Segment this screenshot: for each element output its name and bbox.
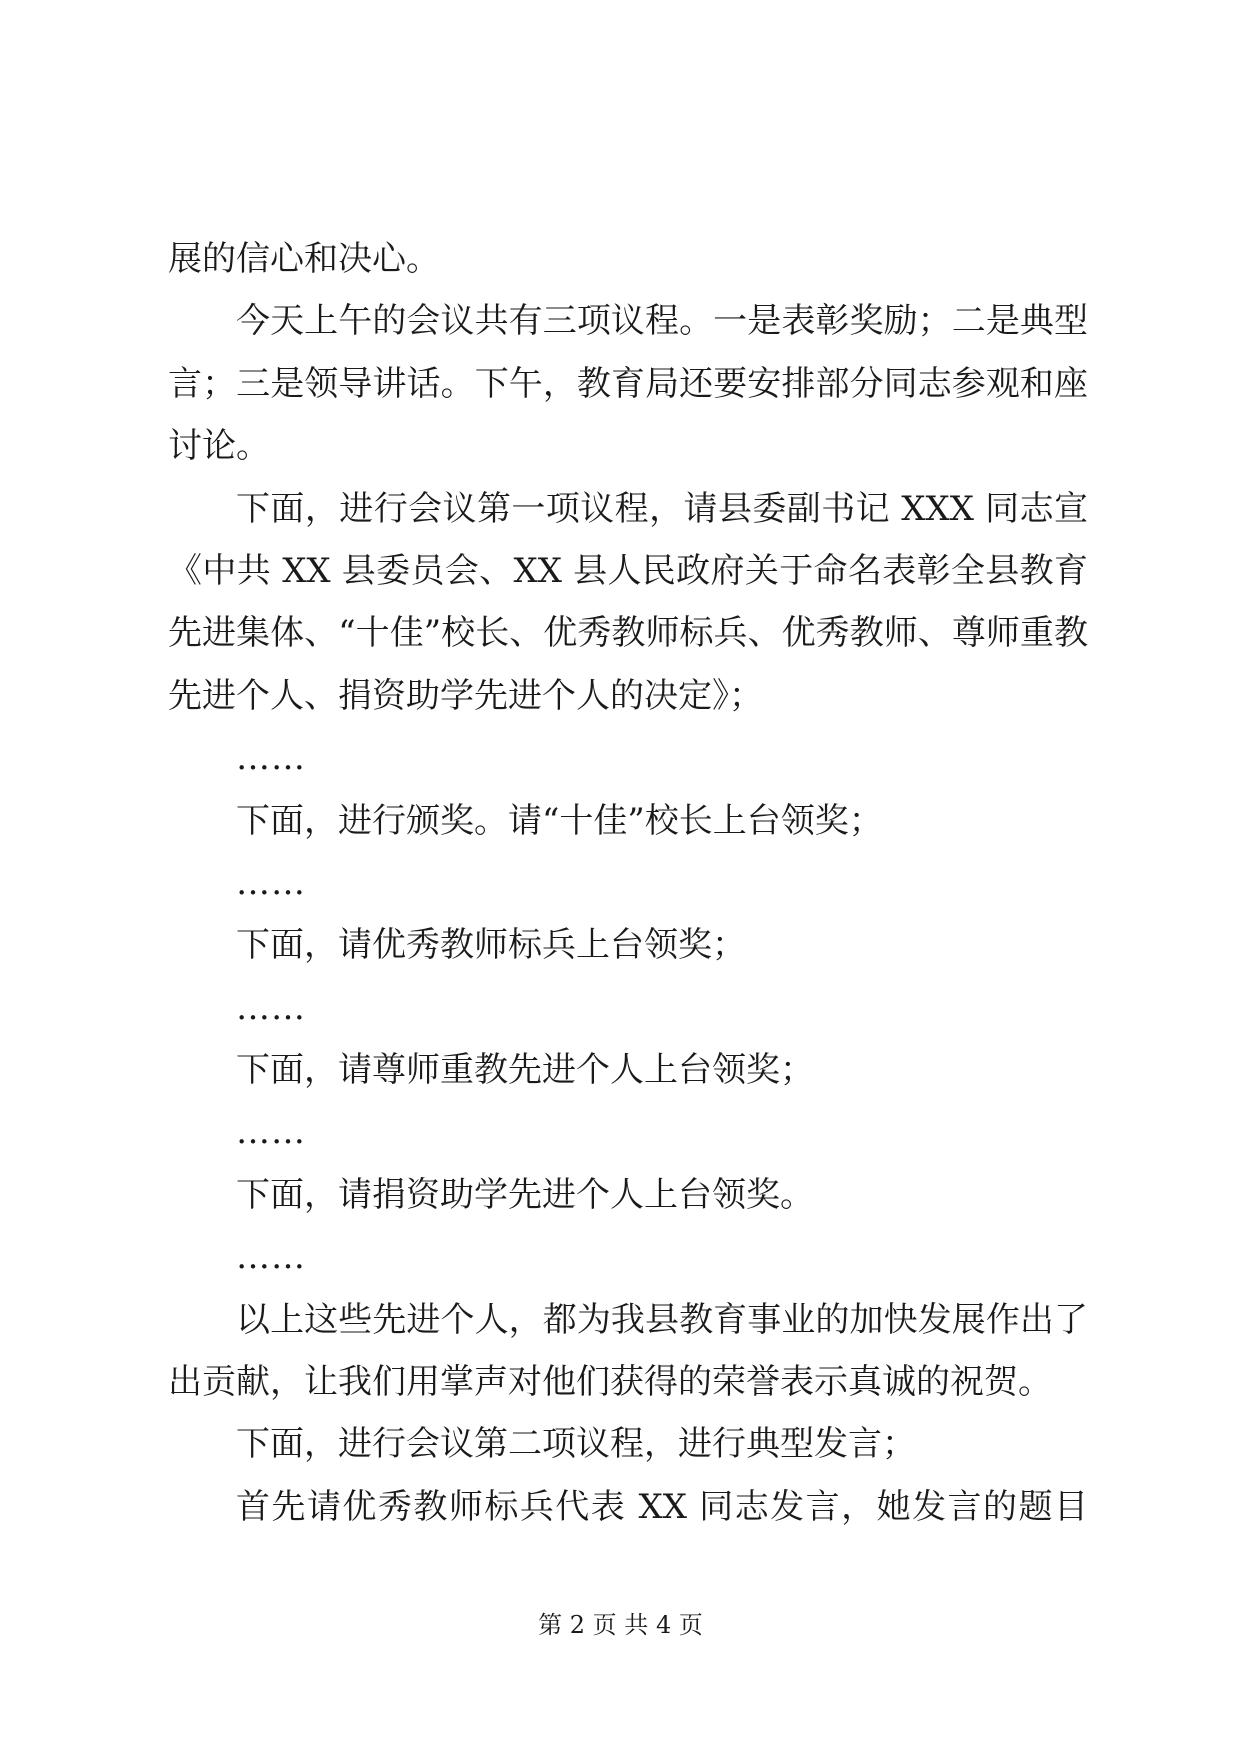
- text-line: 出贡献，让我们用掌声对他们获得的荣誉表示真诚的祝贺。: [168, 1362, 1052, 1403]
- text-line: 讨论。: [168, 426, 270, 467]
- page-number-footer: 第 2 页 共 4 页: [538, 1611, 703, 1639]
- text-line: 先进集体、“十佳”校长、优秀教师标兵、优秀教师、尊师重教: [168, 613, 1088, 654]
- text-line: 下面，请优秀教师标兵上台领奖；: [236, 925, 746, 966]
- text-line: 下面，请捐资助学先进个人上台领奖。: [236, 1174, 814, 1215]
- ellipsis-line: ……: [236, 987, 306, 1028]
- text-line: 下面，进行会议第二项议程，进行典型发言；: [236, 1424, 916, 1465]
- text-line: 展的信心和决心。: [168, 239, 440, 279]
- text-line: 下面，进行颁奖。请“十佳”校长上台领奖；: [236, 800, 883, 841]
- text-line: 首先请优秀教师标兵代表 XX 同志发言，她发言的题目: [236, 1486, 1088, 1527]
- ellipsis-line: ……: [236, 1237, 306, 1278]
- text-line: 今天上午的会议共有三项议程。一是表彰奖励；二是典型: [236, 301, 1088, 342]
- ellipsis-line: ……: [236, 738, 306, 779]
- text-line: 以上这些先进个人，都为我县教育事业的加快发展作出了: [236, 1299, 1088, 1340]
- text-line: 先进个人、捐资助学先进个人的决定》；: [168, 675, 763, 716]
- text-line: 《中共 XX 县委员会、XX 县人民政府关于命名表彰全县教育: [168, 550, 1088, 591]
- ellipsis-line: ……: [236, 862, 306, 903]
- text-line: 下面，进行会议第一项议程，请县委副书记 XXX 同志宣: [236, 488, 1088, 529]
- text-line: 言；三是领导讲话。下午，教育局还要安排部分同志参观和座: [168, 363, 1088, 404]
- ellipsis-line: ……: [236, 1112, 306, 1153]
- text-line: 下面，请尊师重教先进个人上台领奖；: [236, 1050, 814, 1091]
- document-body: [168, 228, 1088, 1538]
